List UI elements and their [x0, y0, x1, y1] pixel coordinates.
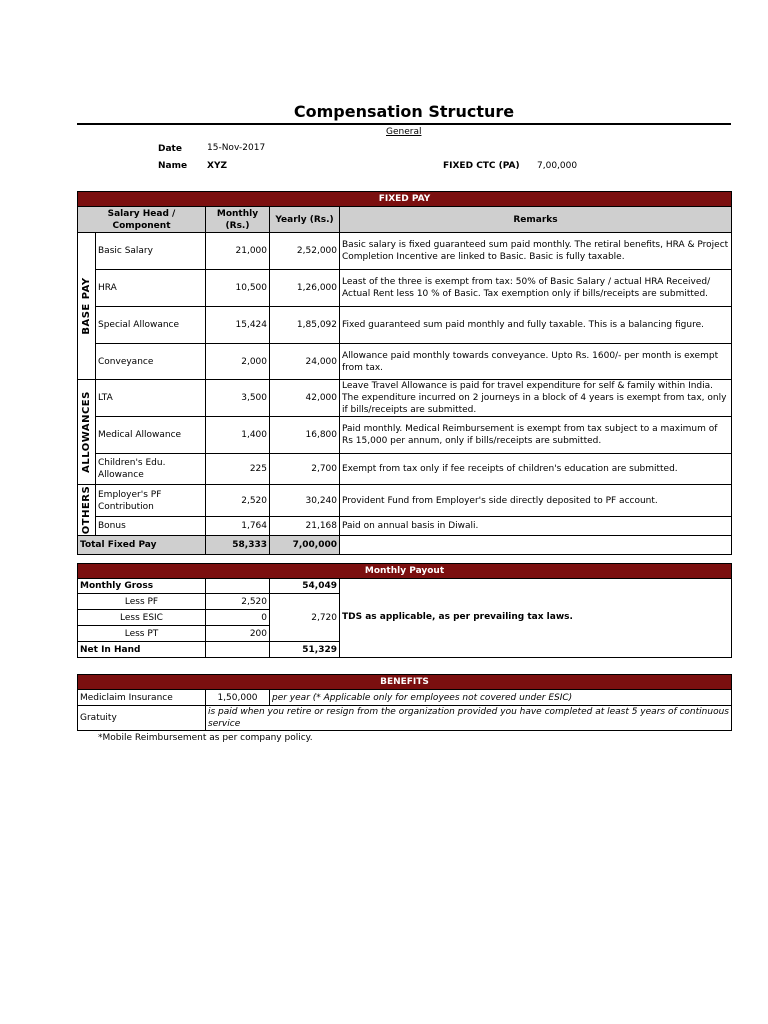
component-cell: HRA — [96, 270, 206, 307]
fixed-pay-header: FIXED PAY — [78, 192, 732, 207]
date-label: Date — [158, 144, 182, 154]
yearly-cell: 24,000 — [270, 344, 340, 380]
table-row — [78, 270, 732, 307]
table-row — [78, 307, 732, 344]
component-cell: Bonus — [96, 517, 206, 536]
total-row — [78, 536, 732, 555]
table-row — [78, 517, 732, 536]
monthly-cell: 3,500 — [206, 380, 270, 417]
yearly-cell: 1,85,092 — [270, 307, 340, 344]
remarks-cell: Leave Travel Allowance is paid for travel expenditure for self & family within India. The expenditure incurred on 2 journeys in a block of 4 years is exempt from tax, only if bills/receipts are submitted. — [340, 380, 732, 417]
less-esic-value: 0 — [206, 610, 270, 626]
total-yearly: 7,00,000 — [270, 536, 340, 555]
monthly-payout-table — [77, 563, 732, 658]
yearly-cell: 30,240 — [270, 485, 340, 517]
mediclaim-label: Mediclaim Insurance — [78, 690, 206, 706]
footnote: *Mobile Reimbursement as per company policy. — [98, 733, 313, 743]
name-value: XYZ — [207, 161, 227, 171]
monthly-cell: 15,424 — [206, 307, 270, 344]
empty-cell — [206, 642, 270, 658]
subtitle: General — [386, 127, 422, 137]
benefits-header: BENEFITS — [78, 675, 732, 690]
component-cell: LTA — [96, 380, 206, 417]
ctc-value: 7,00,000 — [537, 161, 578, 171]
yearly-cell: 1,26,000 — [270, 270, 340, 307]
group-base-pay: BASE PAY — [78, 233, 96, 380]
less-pt-value: 200 — [206, 626, 270, 642]
component-cell: Children's Edu. Allowance — [96, 454, 206, 485]
remarks-cell: Paid monthly. Medical Reimbursement is exempt from tax subject to a maximum of Rs 15,000 per annum, only if bills/receipts are submitted. — [340, 417, 732, 454]
component-cell: Special Allowance — [96, 307, 206, 344]
remarks-cell: Paid on annual basis in Diwali. — [340, 517, 732, 536]
benefits-table — [77, 674, 732, 731]
col-header-component: Salary Head / Component — [78, 207, 206, 233]
component-cell: Conveyance — [96, 344, 206, 380]
gratuity-label: Gratuity — [78, 706, 206, 731]
monthly-cell: 1,400 — [206, 417, 270, 454]
net-in-hand-label: Net In Hand — [78, 642, 206, 658]
monthly-cell: 1,764 — [206, 517, 270, 536]
yearly-cell: 2,700 — [270, 454, 340, 485]
less-esic-label: Less ESIC — [78, 610, 206, 626]
monthly-cell: 2,000 — [206, 344, 270, 380]
less-pf-value: 2,520 — [206, 594, 270, 610]
table-row — [78, 344, 732, 380]
component-cell: Medical Allowance — [96, 417, 206, 454]
mediclaim-value: 1,50,000 — [206, 690, 270, 706]
yearly-cell: 2,52,000 — [270, 233, 340, 270]
total-monthly: 58,333 — [206, 536, 270, 555]
gratuity-note: is paid when you retire or resign from the organization provided you have completed at least 5 years of continuous service — [206, 706, 732, 731]
monthly-cell: 225 — [206, 454, 270, 485]
less-pf-label: Less PF — [78, 594, 206, 610]
table-row — [78, 380, 732, 417]
group-allowances: ALLOWANCES — [78, 380, 96, 485]
monthly-gross-value: 54,049 — [270, 579, 340, 594]
remarks-cell: Basic salary is fixed guaranteed sum paid monthly. The retiral benefits, HRA & Project Completion Incentive are linked to Basic. Basic is fully taxable. — [340, 233, 732, 270]
ctc-label: FIXED CTC (PA) — [443, 161, 520, 171]
table-row — [78, 417, 732, 454]
table-row — [78, 485, 732, 517]
yearly-cell: 42,000 — [270, 380, 340, 417]
deduction-total: 2,720 — [270, 594, 340, 642]
remarks-cell: Least of the three is exempt from tax: 50% of Basic Salary / actual HRA Received/ Actual Rent less 10 % of Basic. Tax exemption only if bills/receipts are submitted. — [340, 270, 732, 307]
date-value: 15-Nov-2017 — [207, 143, 266, 153]
yearly-cell: 21,168 — [270, 517, 340, 536]
col-header-monthly: Monthly (Rs.) — [206, 207, 270, 233]
total-remarks-empty — [340, 536, 732, 555]
remarks-cell: Provident Fund from Employer's side directly deposited to PF account. — [340, 485, 732, 517]
empty-cell — [206, 579, 270, 594]
component-cell: Employer's PF Contribution — [96, 485, 206, 517]
remarks-cell: Exempt from tax only if fee receipts of children's education are submitted. — [340, 454, 732, 485]
total-label: Total Fixed Pay — [78, 536, 206, 555]
component-cell: Basic Salary — [96, 233, 206, 270]
col-header-yearly: Yearly (Rs.) — [270, 207, 340, 233]
monthly-cell: 21,000 — [206, 233, 270, 270]
payout-notes-cell — [340, 579, 732, 658]
remarks-cell: Fixed guaranteed sum paid monthly and fully taxable. This is a balancing figure. — [340, 307, 732, 344]
table-row — [78, 454, 732, 485]
less-pt-label: Less PT — [78, 626, 206, 642]
fixed-pay-table — [77, 191, 732, 555]
monthly-cell: 2,520 — [206, 485, 270, 517]
table-row — [78, 233, 732, 270]
title-divider — [77, 123, 731, 125]
group-others: OTHERS — [78, 485, 96, 536]
remarks-cell: Allowance paid monthly towards conveyance. Upto Rs. 1600/- per month is exempt from tax. — [340, 344, 732, 380]
monthly-gross-label: Monthly Gross — [78, 579, 206, 594]
tds-note: TDS as applicable, as per prevailing tax laws. — [342, 612, 573, 622]
name-label: Name — [158, 161, 188, 171]
page-title: Compensation Structure — [293, 102, 515, 121]
col-header-remarks: Remarks — [340, 207, 732, 233]
monthly-cell: 10,500 — [206, 270, 270, 307]
mediclaim-note: per year (* Applicable only for employees not covered under ESIC) — [270, 690, 732, 706]
monthly-payout-header: Monthly Payout — [78, 564, 732, 579]
net-in-hand-value: 51,329 — [270, 642, 340, 658]
yearly-cell: 16,800 — [270, 417, 340, 454]
